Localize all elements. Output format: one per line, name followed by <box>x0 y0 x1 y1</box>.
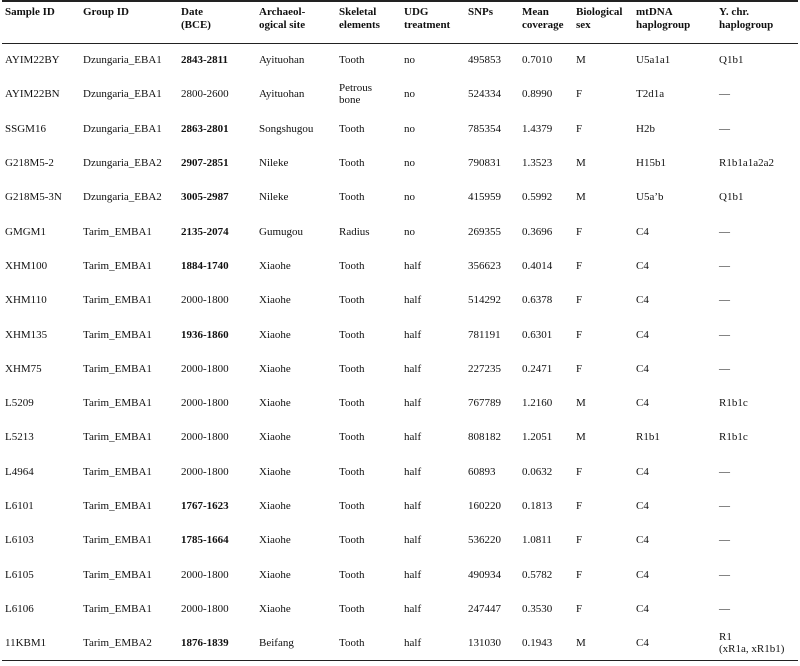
cell-date: 1884-1740 <box>181 259 229 272</box>
cell-date: 1936-1860 <box>181 328 229 341</box>
cell-snps: 524334 <box>468 88 501 101</box>
cell-sex: F <box>576 328 583 341</box>
header-snps: SNPs <box>465 1 519 43</box>
cell-site: Xiaohe <box>259 602 291 615</box>
cell-sex: F <box>576 294 583 307</box>
table-header <box>2 1 798 43</box>
cell-mtdna: C4 <box>636 362 649 375</box>
cell-snps: 781191 <box>468 328 501 341</box>
cell-date: 2000-1800 <box>181 431 229 444</box>
header-udg-treatment: UDG treatment <box>401 1 465 43</box>
header-date: Date (BCE) <box>178 1 256 43</box>
cell-mtdna: U5a1a1 <box>636 54 671 67</box>
cell-sex: M <box>573 626 633 660</box>
cell-site: Nileke <box>259 191 289 204</box>
cell-y-chr: — <box>719 328 730 341</box>
table-body <box>2 43 798 660</box>
cell-sex: M <box>576 54 586 67</box>
cell-sex: F <box>576 568 583 581</box>
cell-y-chr: — <box>719 500 730 512</box>
cell-skeletal-element: Tooth <box>339 500 365 512</box>
table-row <box>2 626 798 660</box>
cell-y-chr: — <box>719 465 730 478</box>
cell-udg: half <box>404 259 422 272</box>
table-row <box>2 557 798 591</box>
cell-y-chr: — <box>719 259 730 272</box>
cell-coverage: 1.2160 <box>522 397 553 410</box>
cell-y-chr: R1 (xR1a, xR1b1) <box>716 626 798 660</box>
cell-sample-id: L6103 <box>5 534 34 547</box>
cell-y-chr: — <box>719 122 730 135</box>
table-row <box>2 317 798 351</box>
cell-y-chr: R1b1c <box>719 431 748 444</box>
cell-skeletal-element: Tooth <box>336 626 401 660</box>
cell-mtdna: H15b1 <box>636 157 666 170</box>
cell-sample-id: L5209 <box>5 397 34 410</box>
cell-snps: 767789 <box>468 397 501 410</box>
table-row <box>2 420 798 454</box>
cell-sex: F <box>576 500 583 512</box>
table-row <box>2 112 798 146</box>
cell-skeletal-element: Tooth <box>339 328 365 341</box>
cell-group-id: Dzungaria_EBA2 <box>83 157 162 170</box>
cell-sample-id: GMGM1 <box>5 225 46 238</box>
table-row <box>2 283 798 317</box>
cell-mtdna: C4 <box>636 465 649 478</box>
cell-group-id: Dzungaria_EBA1 <box>83 122 162 135</box>
table-row <box>2 523 798 557</box>
cell-group-id: Dzungaria_EBA1 <box>83 88 162 101</box>
cell-sample-id: AYIM22BN <box>5 88 60 101</box>
cell-udg: half <box>404 602 422 615</box>
table-row <box>2 180 798 214</box>
cell-mtdna: C4 <box>636 259 649 272</box>
cell-sample-id: L6106 <box>5 602 34 615</box>
cell-sex: M <box>576 397 586 410</box>
cell-mtdna: C4 <box>636 225 649 238</box>
cell-site: Xiaohe <box>259 397 291 410</box>
cell-site: Xiaohe <box>259 500 291 512</box>
cell-date: 2000-1800 <box>181 362 229 375</box>
cell-coverage: 0.6378 <box>522 294 553 307</box>
cell-udg: half <box>404 328 422 341</box>
cell-group-id: Tarim_EMBA1 <box>83 602 152 615</box>
cell-udg: half <box>404 294 422 307</box>
cell-snps: 808182 <box>468 431 501 444</box>
cell-sample-id: XHM135 <box>5 328 48 341</box>
cell-date: 2800-2600 <box>181 88 229 101</box>
cell-date: 2000-1800 <box>181 294 229 307</box>
cell-sex: F <box>576 602 583 615</box>
cell-skeletal-element: Tooth <box>339 568 365 581</box>
cell-snps: 60893 <box>468 465 496 478</box>
cell-date: 2907-2851 <box>181 157 229 170</box>
cell-site: Beifang <box>256 626 336 660</box>
header-row <box>2 1 798 43</box>
cell-coverage: 0.6301 <box>522 328 553 341</box>
cell-site: Ayituohan <box>259 88 305 101</box>
cell-group-id: Tarim_EMBA1 <box>83 259 152 272</box>
cell-group-id: Dzungaria_EBA2 <box>83 191 162 204</box>
cell-coverage: 0.5782 <box>522 568 553 581</box>
cell-coverage: 0.7010 <box>522 54 553 67</box>
cell-udg: no <box>404 157 415 170</box>
cell-y-chr: — <box>719 88 730 101</box>
cell-udg: no <box>404 122 415 135</box>
cell-group-id: Dzungaria_EBA1 <box>83 54 162 67</box>
cell-site: Xiaohe <box>259 259 291 272</box>
cell-snps: 227235 <box>468 362 501 375</box>
cell-sex: F <box>576 534 583 547</box>
header-mean-coverage: Mean coverage <box>519 1 573 43</box>
cell-snps: 495853 <box>468 54 501 67</box>
cell-udg: half <box>404 568 422 581</box>
cell-udg: half <box>401 626 465 660</box>
table-row <box>2 455 798 489</box>
header-biological-sex: Biological sex <box>573 1 633 43</box>
cell-date: 3005-2987 <box>181 191 229 204</box>
cell-udg: no <box>404 54 415 67</box>
cell-site: Nileke <box>259 157 289 170</box>
cell-site: Xiaohe <box>259 431 291 444</box>
header-mtdna-haplogroup: mtDNA haplogroup <box>633 1 716 43</box>
cell-mtdna: C4 <box>636 534 649 547</box>
cell-mtdna: T2d1a <box>636 88 665 101</box>
cell-coverage: 0.5992 <box>522 191 553 204</box>
cell-date: 2000-1800 <box>181 465 229 478</box>
cell-udg: half <box>404 500 422 512</box>
cell-sample-id: XHM110 <box>5 294 47 307</box>
header-group-id: Group ID <box>80 1 178 43</box>
cell-sex: M <box>576 191 586 204</box>
cell-skeletal-element: Tooth <box>339 602 365 615</box>
cell-coverage: 0.1943 <box>519 626 573 660</box>
cell-sample-id: AYIM22BY <box>5 54 60 67</box>
cell-udg: half <box>404 362 422 375</box>
cell-group-id: Tarim_EMBA1 <box>83 362 152 375</box>
cell-sample-id: XHM100 <box>5 259 48 272</box>
header-skeletal-elements: Skeletal elements <box>336 1 401 43</box>
cell-y-chr: R1b1a1a2a2 <box>719 157 774 170</box>
header-archaeological-site: Archaeol- ogical site <box>256 1 336 43</box>
cell-snps: 490934 <box>468 568 501 581</box>
cell-group-id: Tarim_EMBA1 <box>83 465 152 478</box>
cell-udg: no <box>404 225 415 238</box>
cell-mtdna: C4 <box>636 500 649 512</box>
table-row <box>2 146 798 180</box>
table-row <box>2 249 798 283</box>
table-row <box>2 386 798 420</box>
table-row <box>2 489 798 523</box>
cell-skeletal-element: Tooth <box>339 397 365 410</box>
cell-snps: 247447 <box>468 602 501 615</box>
cell-group-id: Tarim_EMBA1 <box>83 568 152 581</box>
cell-skeletal-element: Tooth <box>339 122 365 135</box>
cell-udg: half <box>404 397 422 410</box>
cell-skeletal-element: Petrous bone <box>339 82 372 107</box>
cell-group-id: Tarim_EMBA1 <box>83 225 152 238</box>
cell-sex: F <box>576 88 583 101</box>
cell-skeletal-element: Tooth <box>339 465 365 478</box>
cell-site: Xiaohe <box>259 568 291 581</box>
cell-coverage: 0.3530 <box>522 602 553 615</box>
table-row <box>2 352 798 386</box>
cell-mtdna: C4 <box>636 294 649 307</box>
cell-skeletal-element: Tooth <box>339 259 365 272</box>
header-y-chr-haplogroup: Y. chr. haplogroup <box>716 1 798 43</box>
cell-date: 1767-1623 <box>181 500 229 512</box>
cell-sex: F <box>576 259 583 272</box>
cell-date: 1785-1664 <box>181 534 229 547</box>
cell-skeletal-element: Tooth <box>339 191 365 204</box>
cell-y-chr: — <box>719 294 730 307</box>
cell-y-chr: — <box>719 362 730 375</box>
cell-sex: F <box>576 362 583 375</box>
cell-sample-id: L6101 <box>5 500 34 512</box>
cell-snps: 160220 <box>468 500 501 512</box>
cell-group-id: Tarim_EMBA2 <box>80 626 178 660</box>
cell-mtdna: C4 <box>636 397 649 410</box>
cell-site: Xiaohe <box>259 294 291 307</box>
cell-skeletal-element: Tooth <box>339 534 365 547</box>
cell-sex: M <box>576 431 586 444</box>
cell-udg: half <box>404 465 422 478</box>
cell-coverage: 0.4014 <box>522 259 553 272</box>
cell-site: Xiaohe <box>259 465 291 478</box>
cell-skeletal-element: Tooth <box>339 54 365 67</box>
cell-site: Songshugou <box>259 122 314 135</box>
cell-skeletal-element: Tooth <box>339 157 365 170</box>
sample-table <box>2 0 798 661</box>
cell-y-chr: — <box>719 225 730 238</box>
cell-sample-id: L4964 <box>5 465 34 478</box>
cell-snps: 356623 <box>468 259 501 272</box>
cell-mtdna: H2b <box>636 122 655 135</box>
cell-skeletal-element: Tooth <box>339 431 365 444</box>
cell-date: 1876-1839 <box>178 626 256 660</box>
cell-coverage: 1.2051 <box>522 431 553 444</box>
cell-y-chr: — <box>719 568 730 581</box>
cell-udg: half <box>404 431 422 444</box>
table-row <box>2 43 798 77</box>
cell-site: Xiaohe <box>259 328 291 341</box>
cell-snps: 269355 <box>468 225 501 238</box>
cell-coverage: 1.0811 <box>522 534 552 547</box>
cell-y-chr: — <box>719 534 730 547</box>
cell-site: Xiaohe <box>259 534 291 547</box>
cell-coverage: 1.3523 <box>522 157 553 170</box>
cell-date: 2000-1800 <box>181 602 229 615</box>
cell-y-chr: R1b1c <box>719 397 748 410</box>
cell-coverage: 0.8990 <box>522 88 553 101</box>
cell-coverage: 0.1813 <box>522 500 553 512</box>
cell-mtdna: C4 <box>636 602 649 615</box>
cell-group-id: Tarim_EMBA1 <box>83 397 152 410</box>
cell-mtdna: C4 <box>633 626 716 660</box>
cell-skeletal-element: Tooth <box>339 294 365 307</box>
cell-sample-id: SSGM16 <box>5 122 46 135</box>
cell-udg: no <box>404 191 415 204</box>
cell-sample-id: G218M5-2 <box>5 157 54 170</box>
cell-snps: 514292 <box>468 294 501 307</box>
cell-date: 2843-2811 <box>181 54 229 67</box>
cell-sample-id: L5213 <box>5 431 34 444</box>
cell-udg: no <box>404 88 415 101</box>
cell-coverage: 0.3696 <box>522 225 553 238</box>
cell-date: 2000-1800 <box>181 568 229 581</box>
cell-sex: F <box>576 465 583 478</box>
cell-sex: M <box>576 157 586 170</box>
cell-udg: half <box>404 534 422 547</box>
cell-coverage: 0.0632 <box>522 465 553 478</box>
cell-sex: F <box>576 225 583 238</box>
cell-mtdna: C4 <box>636 568 649 581</box>
cell-skeletal-element: Tooth <box>339 362 365 375</box>
cell-skeletal-element: Radius <box>339 225 370 238</box>
cell-date: 2863-2801 <box>181 122 229 135</box>
cell-snps: 536220 <box>468 534 501 547</box>
cell-sex: F <box>576 122 583 135</box>
cell-snps: 415959 <box>468 191 501 204</box>
cell-date: 2000-1800 <box>181 397 229 410</box>
cell-site: Ayituohan <box>259 54 305 67</box>
cell-date: 2135-2074 <box>181 225 229 238</box>
cell-y-chr: — <box>719 602 730 615</box>
cell-snps: 131030 <box>465 626 519 660</box>
cell-group-id: Tarim_EMBA1 <box>83 294 152 307</box>
cell-sample-id: XHM75 <box>5 362 42 375</box>
table-row <box>2 214 798 248</box>
cell-site: Xiaohe <box>259 362 291 375</box>
cell-sample-id: 11KBM1 <box>2 626 80 660</box>
cell-sample-id: G218M5-3N <box>5 191 62 204</box>
cell-snps: 790831 <box>468 157 501 170</box>
cell-mtdna: U5a’b <box>636 191 664 204</box>
cell-sample-id: L6105 <box>5 568 34 581</box>
cell-site: Gumugou <box>259 225 303 238</box>
cell-mtdna: C4 <box>636 328 649 341</box>
cell-group-id: Tarim_EMBA1 <box>83 328 152 341</box>
cell-y-chr: Q1b1 <box>719 54 744 67</box>
table-row <box>2 77 798 111</box>
cell-coverage: 0.2471 <box>522 362 553 375</box>
cell-snps: 785354 <box>468 122 501 135</box>
header-sample-id: Sample ID <box>2 1 80 43</box>
cell-group-id: Tarim_EMBA1 <box>83 431 152 444</box>
cell-y-chr: Q1b1 <box>719 191 744 204</box>
table-row <box>2 592 798 626</box>
cell-group-id: Tarim_EMBA1 <box>83 500 152 512</box>
cell-mtdna: R1b1 <box>636 431 660 444</box>
cell-group-id: Tarim_EMBA1 <box>83 534 152 547</box>
cell-coverage: 1.4379 <box>522 122 553 135</box>
